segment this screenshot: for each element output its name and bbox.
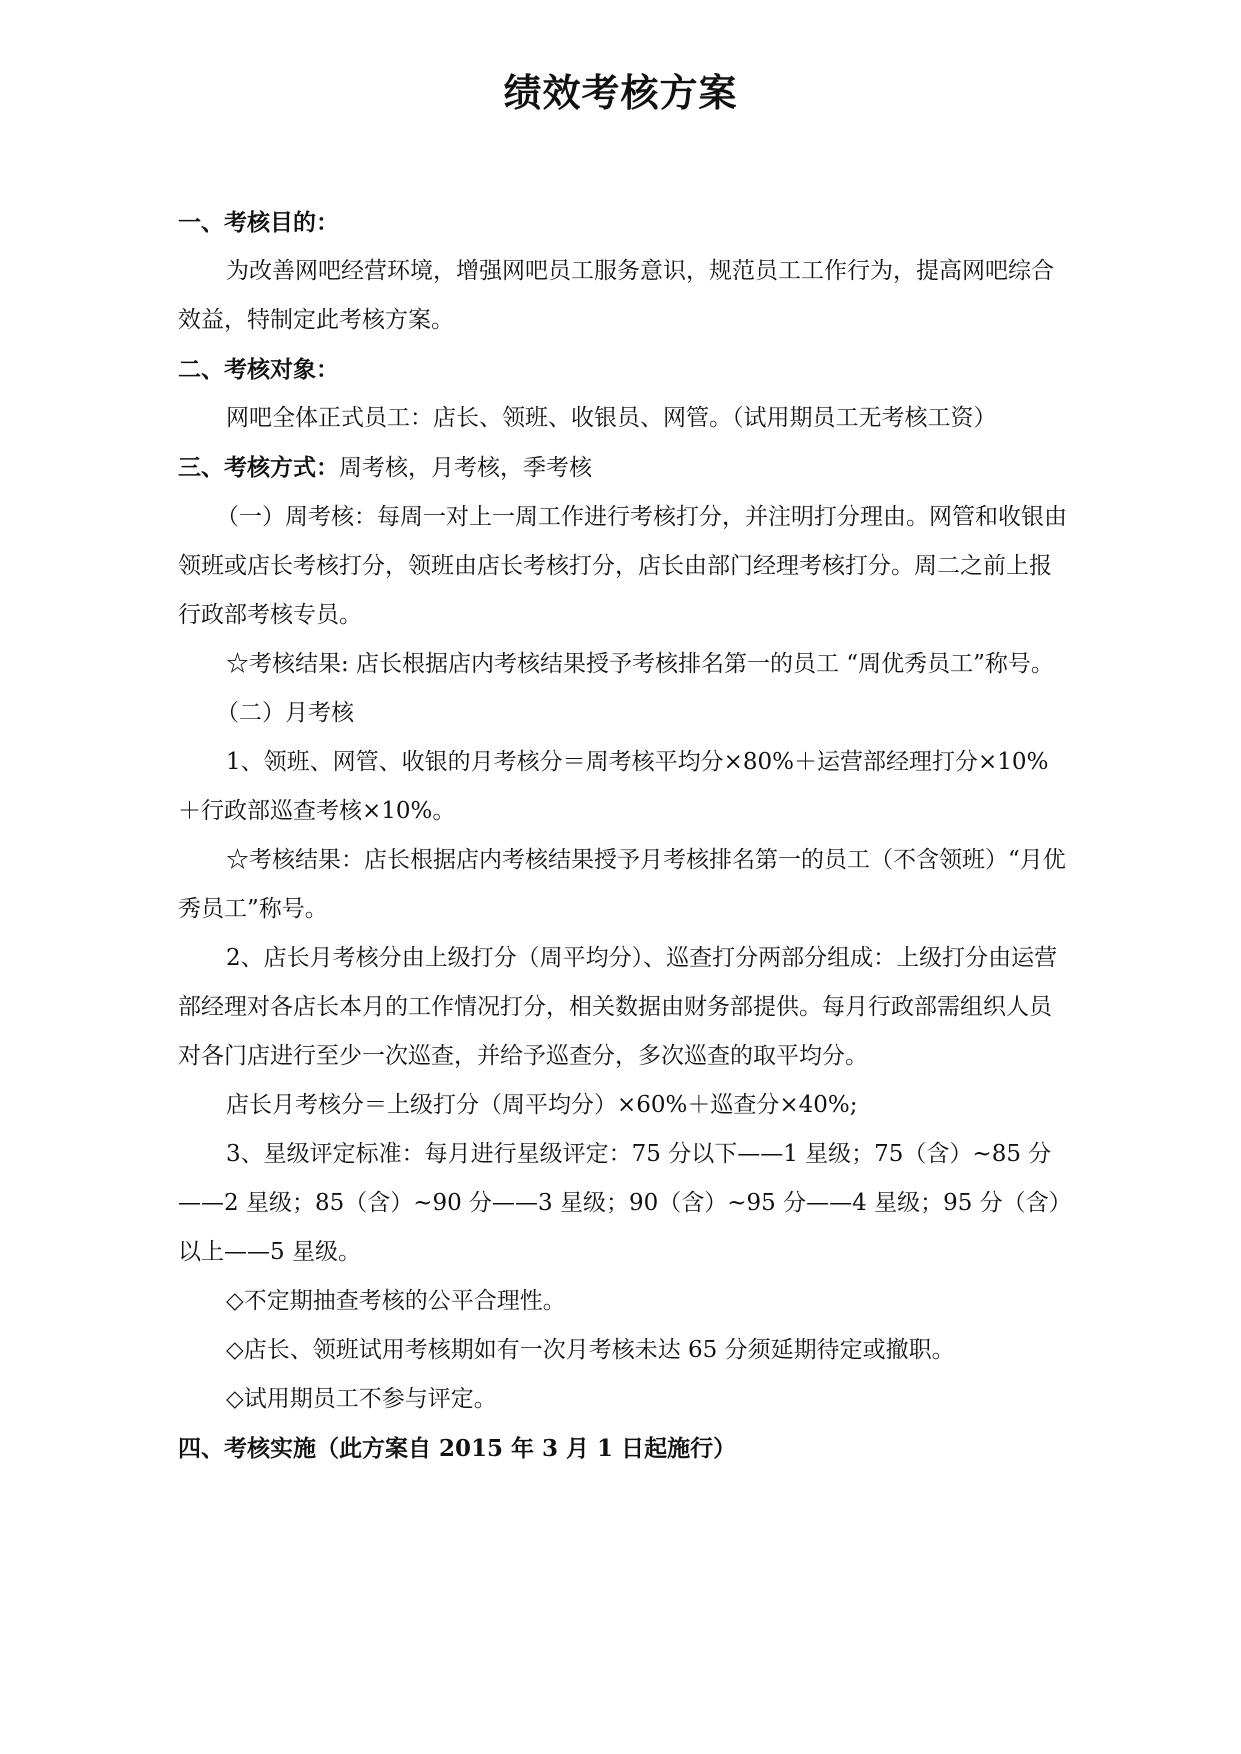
section-2-heading: 二、考核对象：: [178, 356, 339, 383]
weekly-assessment-result: ☆考核结果: 店长根据店内考核结果授予考核排名第一的员工 “周优秀员工”称号。: [226, 651, 1054, 677]
note-1: ◇不定期抽查考核的公平合理性。: [226, 1288, 566, 1314]
document-title: 绩效考核方案: [503, 70, 738, 115]
section-1-heading: 一、考核目的：: [178, 209, 339, 236]
monthly-item-2: 2、店长月考核分由上级打分（周平均分）、巡查打分两部分组成：上级打分由运营部经理对各店长本月的工作情况打分，相关数据由财务部提供。每月行政部需组织人员对各门店进行至少一次巡查，并给予巡查分，多次巡查的取平均分。: [178, 945, 1058, 1069]
monthly-formula: 店长月考核分＝上级打分（周平均分）×60%＋巡查分×40%;: [226, 1092, 858, 1118]
note-3: ◇试用期员工不参与评定。: [226, 1386, 497, 1412]
monthly-item-1: 1、领班、网管、收银的月考核分＝周考核平均分×80%＋运营部经理打分×10%＋行政部巡查考核×10%。: [178, 749, 1049, 824]
document-body: [178, 198, 1070, 1473]
weekly-assessment-body: （一）周考核：每周一对上一周工作进行考核打分，并注明打分理由。网管和收银由领班或店长考核打分，领班由店长考核打分，店长由部门经理考核打分。周二之前上报行政部考核专员。: [178, 504, 1067, 628]
monthly-assessment-result: ☆考核结果：店长根据店内考核结果授予月考核排名第一的员工（不含领班）“月优秀员工”称号。: [178, 847, 1066, 922]
note-2: ◇店长、领班试用考核期如有一次月考核未达 65 分须延期待定或撤职。: [226, 1337, 955, 1363]
section-3-heading-line: [178, 443, 1070, 493]
section-3-heading-rest: 周考核，月考核，季考核: [339, 455, 592, 481]
monthly-item-3: 3、星级评定标准：每月进行星级评定：75 分以下——1 星级；75（含）~85 分——2 星级；85（含）~90 分——3 星级；90（含）~95 分——4 星级；95 分（含）以上——5 星级。: [178, 1141, 1061, 1265]
section-3-heading: 三、考核方式：: [178, 454, 339, 481]
section-4-heading: 四、考核实施（此方案自 2015 年 3 月 1 日起施行）: [178, 1435, 737, 1462]
section-2-body: 网吧全体正式员工：店长、领班、收银员、网管。（试用期员工无考核工资）: [226, 405, 997, 431]
section-1-body: 为改善网吧经营环境，增强网吧员工服务意识，规范员工工作行为，提高网吧综合效益，特制定此考核方案。: [178, 258, 1054, 333]
monthly-assessment-heading: （二）月考核: [216, 700, 354, 726]
